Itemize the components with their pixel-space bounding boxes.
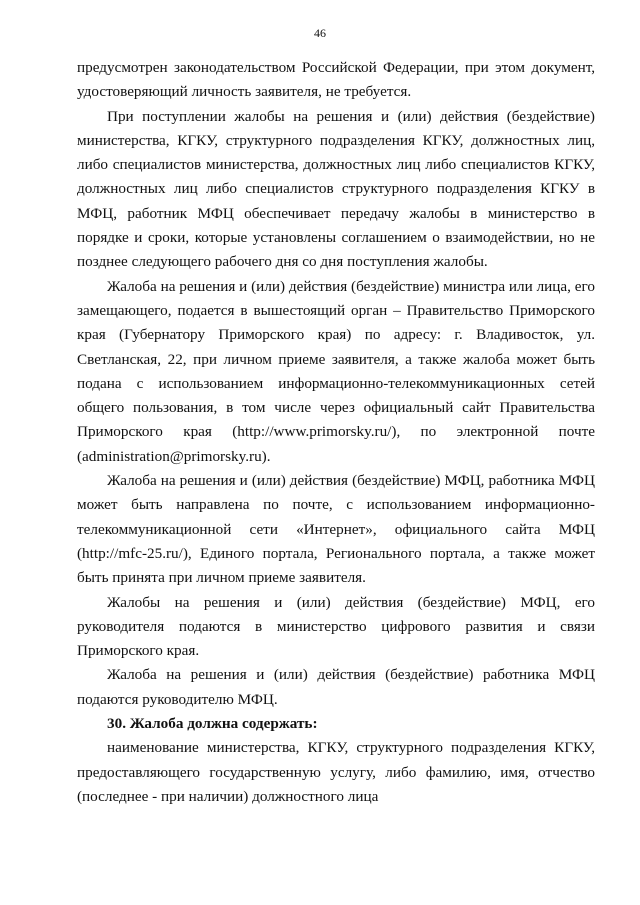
- paragraph: При поступлении жалобы на решения и (или) действия (бездействие) министерства, КГКУ, структурного подразделения КГКУ, должностных лиц, либо специалистов министерства, должностных лиц либо специалистов КГКУ, должностных лиц либо специалистов структурного подразделения КГКУ в МФЦ, работник МФЦ обеспечивает передачу жалобы в министерство в порядке и сроки, которые установлены соглашением о взаимодействии, но не позднее следующего рабочего дня со дня поступления жалобы.: [77, 107, 595, 271]
- section-heading: 30. Жалоба должна содержать:: [107, 715, 318, 733]
- paragraph: Жалоба на решения и (или) действия (бездействие) министра или лица, его замещающего, подается в вышестоящий орган – Правительство Приморского края (Губернатору Приморского края) по адресу: г. Владивосток, ул. Светланская, 22, при личном приеме заявителя, а также жалоба может быть подана с использованием информационно-телекоммуникационных сетей общего пользования, в том числе через официальный сайт Правительства Приморского края (http://www.primorsky.ru/), по электронной почте (administration@primorsky.ru).: [77, 277, 595, 465]
- paragraph: предусмотрен законодательством Российской Федерации, при этом документ, удостоверяющий личность заявителя, не требуется.: [77, 59, 595, 101]
- page-number: 46: [314, 26, 326, 40]
- paragraph: Жалобы на решения и (или) действия (бездействие) МФЦ, его руководителя подаются в министерство цифрового развития и связи Приморского края.: [77, 593, 595, 660]
- paragraph: наименование министерства, КГКУ, структурного подразделения КГКУ, предоставляющего государственную услугу, либо фамилию, имя, отчество (последнее - при наличии) должностного лица: [77, 739, 595, 805]
- document-body: [77, 56, 595, 809]
- paragraph: Жалоба на решения и (или) действия (бездействие) МФЦ, работника МФЦ может быть направлена по почте, с использованием информационно-телекоммуникационной сети «Интернет», официального сайта МФЦ (http://mfc-25.ru/), Единого портала, Регионального портала, а также может быть принята при личном приеме заявителя.: [77, 472, 595, 587]
- paragraph: Жалоба на решения и (или) действия (бездействие) работника МФЦ подаются руководителю МФЦ.: [77, 666, 595, 708]
